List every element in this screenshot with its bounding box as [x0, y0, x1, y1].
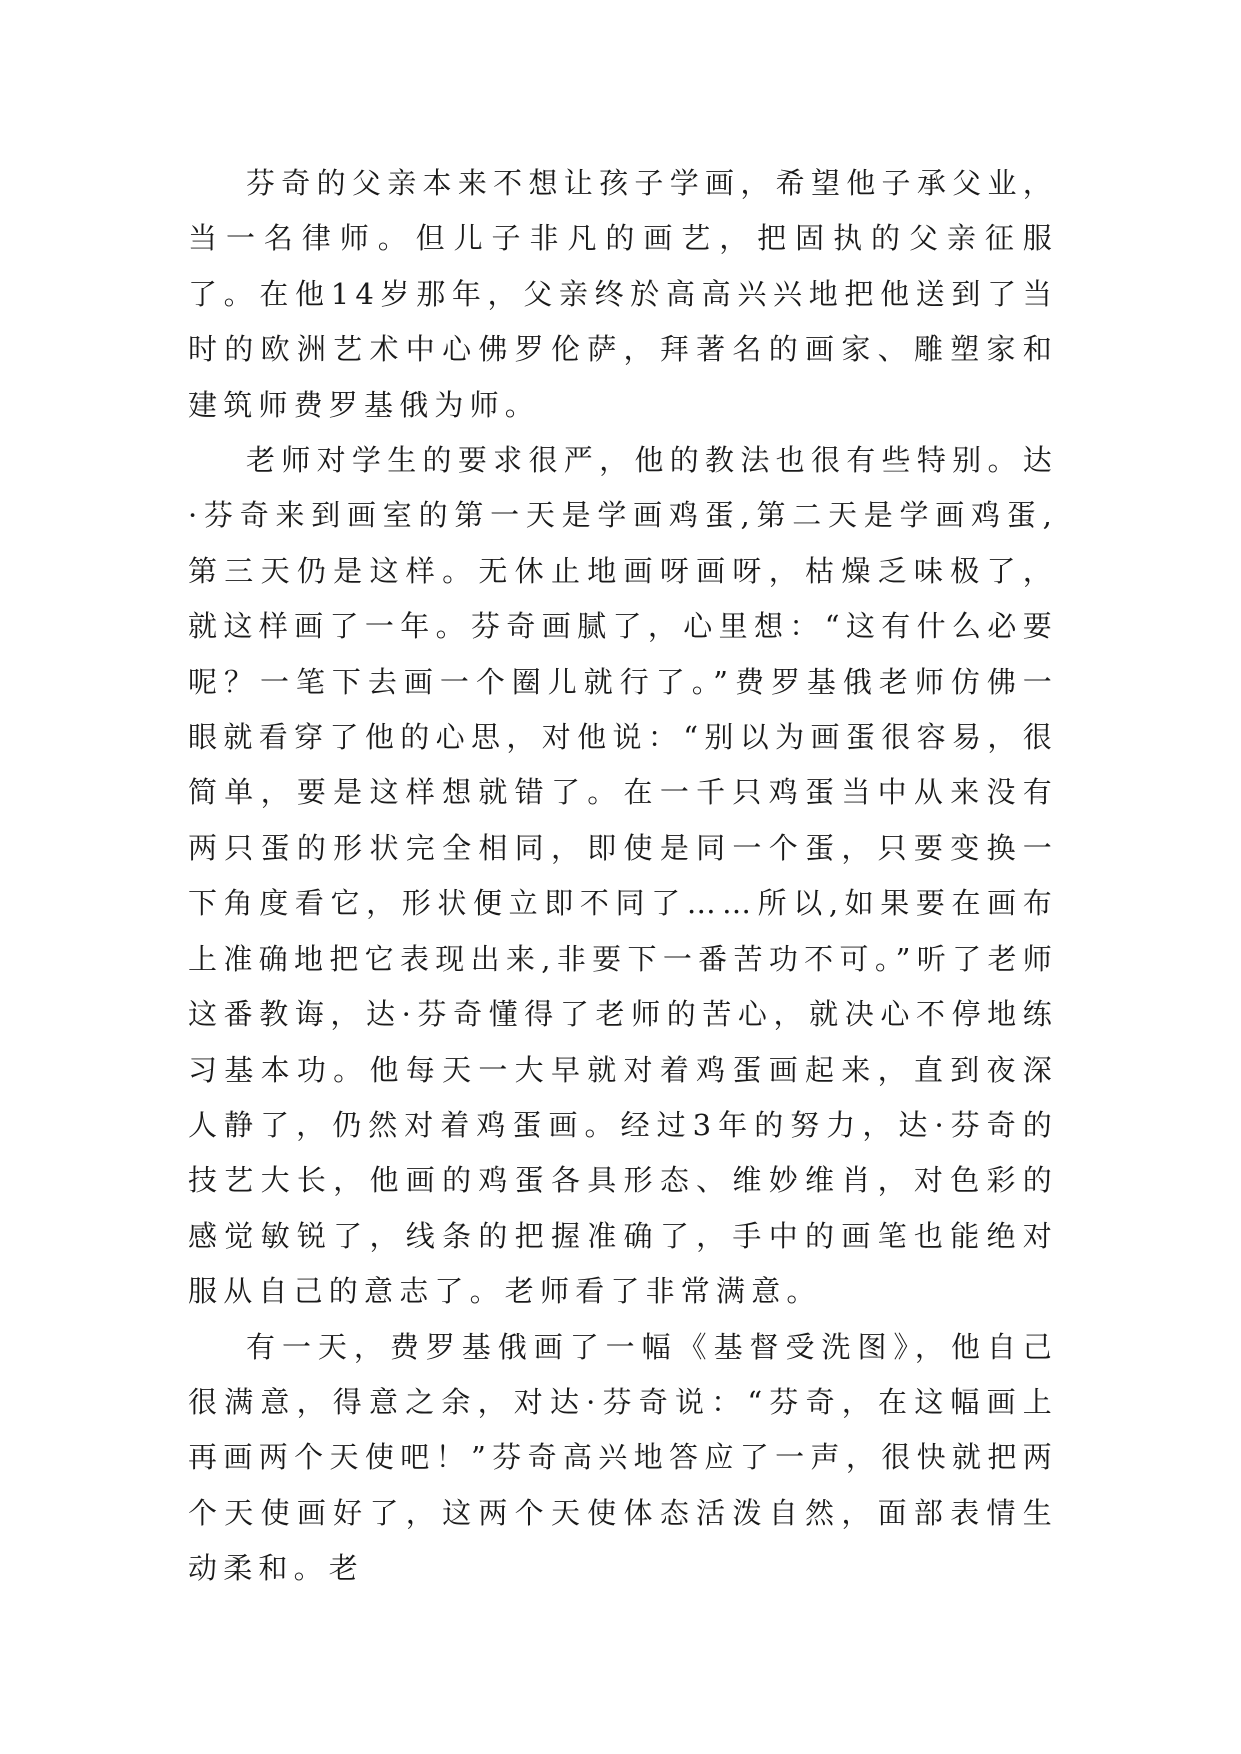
document-body — [188, 156, 1058, 1597]
paragraph-1: 芬奇的父亲本来不想让孩子学画，希望他子承父业，当一名律师。但儿子非凡的画艺，把固执的父亲征服了。在他14岁那年，父亲终於高高兴兴地把他送到了当时的欧洲艺术中心佛罗伦萨，拜著名的画家、雕塑家和建筑师费罗基俄为师。 — [188, 166, 1058, 422]
paragraph-3: 有一天，费罗基俄画了一幅《基督受洗图》，他自己很满意，得意之余，对达·芬奇说：“芬奇，在这幅画上再画两个天使吧！”芬奇高兴地答应了一声，很快就把两个天使画好了，这两个天使体态活泼自然，面部表情生动柔和。老 — [188, 1329, 1058, 1586]
paragraph-2: 老师对学生的要求很严，他的教法也很有些特别。达·芬奇来到画室的第一天是学画鸡蛋,第二天是学画鸡蛋,第三天仍是这样。无休止地画呀画呀，枯燥乏味极了，就这样画了一年。芬奇画腻了，心里想：“这有什么必要呢？一笔下去画一个圈儿就行了。”费罗基俄老师仿佛一眼就看穿了他的心思，对他说：“别以为画蛋很容易，很简单，要是这样想就错了。在一千只鸡蛋当中从来没有两只蛋的形状完全相同，即使是同一个蛋，只要变换一下角度看它，形状便立即不同了……所以,如果要在画布上准确地把它表现出来,非要下一番苦功不可。”听了老师这番教诲，达·芬奇懂得了老师的苦心，就决心不停地练习基本功。他每天一大早就对着鸡蛋画起来，直到夜深人静了，仍然对着鸡蛋画。经过3年的努力，达·芬奇的技艺大长，他画的鸡蛋各具形态、维妙维肖，对色彩的感觉敏锐了，线条的把握准确了，手中的画笔也能绝对服从自己的意志了。老师看了非常满意。 — [188, 443, 1058, 1309]
